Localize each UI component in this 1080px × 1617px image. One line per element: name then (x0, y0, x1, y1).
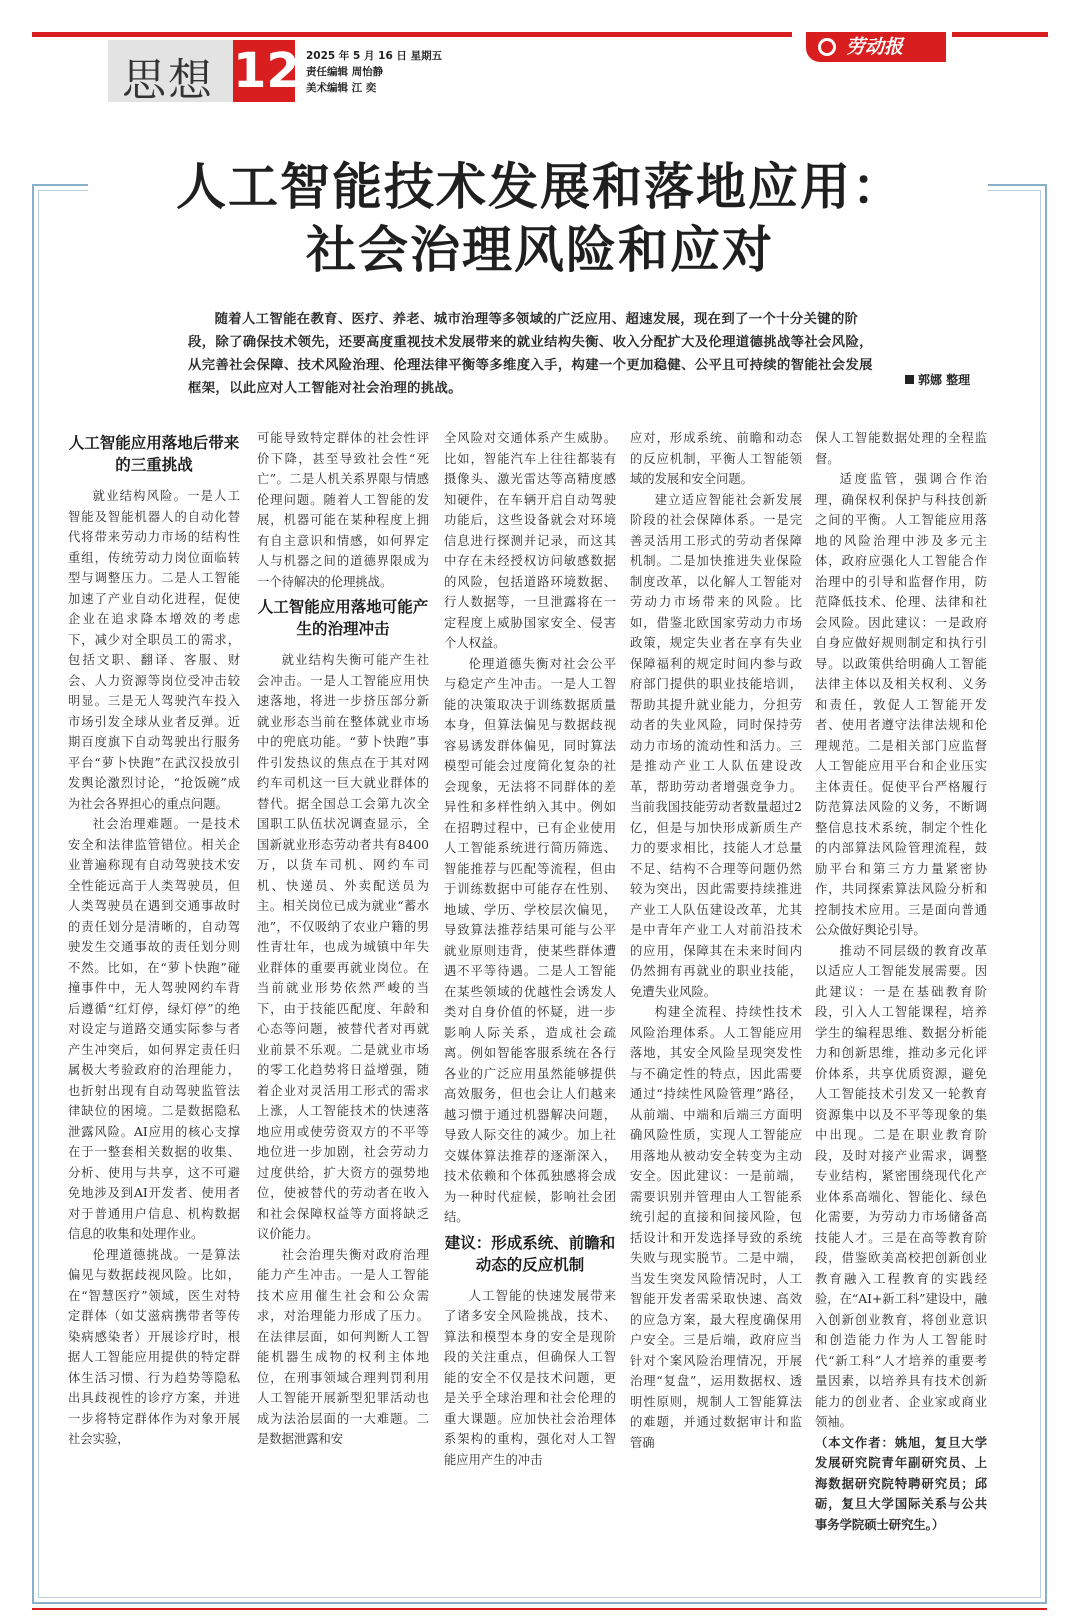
paragraph: 就业结构风险。一是人工智能及智能机器人的自动化替代将带来劳动力市场的结构性重组，传统劳动力岗位面临转型与调整压力。二是人工智能加速了产业自动化进程，促使企业在追求降本增效的考虑下，减少对全职员工的需求，包括文职、翻译、客服、财会、人力资源等岗位受冲击较明显。三是无人驾驶汽车投入市场引发全球从业者反弹。近期百度旗下自动驾驶出行服务平台“萝卜快跑”在武汉投放引发舆论激烈讨论，“抢饭碗”成为社会各界担心的重点问题。 (68, 489, 240, 811)
article-column-5 (815, 428, 987, 1535)
article-column-1 (68, 428, 240, 1450)
page-number: 12 (233, 40, 295, 102)
subheading: 建议：形成系统、前瞻和动态的反应机制 (444, 1233, 616, 1274)
masthead-rule-right (952, 32, 1048, 37)
section-title: 思想 (122, 55, 214, 106)
paragraph: 建立适应智能社会新发展阶段的社会保障体系。一是完善灵活用工形式的劳动者保障机制。二是加快推进失业保险制度改革，以化解人工智能对劳动力市场带来的风险。比如，借鉴北欧国家劳动力市场政策，规定失业者在享有失业保障福利的规定时间内参与政府部门提供的职业技能培训，帮助其提升就业能力，分担劳动者的失业风险，同时保持劳动力市场的流动性和活力。三是推动产业工人队伍建设改革，帮助劳动者增强竞争力。当前我国技能劳动者数量超过2亿，但是与加快形成新质生产力的要求相比，技能人才总量不足、结构不合理等问题仍然较为突出，因此需要持续推进产业工人队伍建设改革，尤其是中青年产业工人对前沿技术的应用，保障其在未来时间内仍然拥有再就业的职业技能，免遭失业风险。 (630, 492, 802, 999)
subheading: 人工智能应用落地后带来的三重挑战 (68, 434, 240, 474)
article-column-3 (444, 428, 616, 1470)
headline-line-1: 人工智能技术发展和落地应用： (176, 158, 904, 216)
paragraph: 适度监管，强调合作治理，确保权利保护与科技创新之间的平衡。人工智能应用落地的风险治理中涉及多元主体，政府应强化人工智能合作治理中的引导和监督作用，防范降低技术、伦理、法律和社会风险。因此建议：一是政府自身应做好规则制定和执行引导。以政策供给明确人工智能法律主体以及相关权利、义务和责任，敦促人工智能开发者、使用者遵守法律法规和伦理规范。二是相关部门应监督人工智能应用平台和企业压实主体责任。促使平台严格履行防范算法风险的义务，不断调整信息技术系统，制定个性化的内部算法风险管理流程，鼓励平台和第三方力量紧密协作，共同探索算法风险分析和控制技术应用。三是面向普通公众做好舆论引导。 (815, 472, 987, 937)
paragraph: 推动不同层级的教育改革以适应人工智能发展需要。因此建议：一是在基础教育阶段，引入人工智能课程，培养学生的编程思维、数据分析能力和创新思维，推动多元化评价体系，共享优质资源，避免人工智能技术引发又一轮教育资源集中以及不平等现象的集中出现。二是在职业教育阶段，及时对接产业需求，调整专业结构，紧密围绕现代化产业体系高端化、智能化、绿色化需要，为劳动力市场储备高技能人才。三是在高等教育阶段，借鉴欧美高校把创新创业教育融入工程教育的实践经验，在“AI+新工科”建设中，融入创新创业教育，将创业意识和创造能力作为人工智能时代“新工科”人才培养的重要考量因素，以培养具有技术创新能力的创业者、企业家或商业领袖。 (815, 943, 987, 1429)
paragraph: 伦理道德挑战。一是算法偏见与数据歧视风险。比如，在“智慧医疗”领域，医生对特定群体（如艾滋病携带者等传染病感染者）开展诊疗时，根据人工智能应用提供的特定群体生活习惯、行为趋势等隐私出具歧视性的诊疗方案，并进一步将特定群体作为对象开展社会实验， (68, 1247, 240, 1446)
paragraph: 伦理道德失衡对社会公平与稳定产生冲击。一是人工智能的决策取决于训练数据质量本身，但算法偏见与数据歧视容易诱发群体偏见，同时算法模型可能会过度简化复杂的社会现象，无法将不同群体的差异性和多样性纳入其中。例如在招聘过程中，已有企业使用人工智能系统进行简历筛选、智能推荐与匹配等流程，但由于训练数据中可能存在性别、地域、学历、学校层次偏见，导致算法推荐结果可能与公平就业原则违背，使某些群体遭遇不平等待遇。二是人工智能在某些领域的优越性会诱发人类对自身价值的怀疑，进一步影响人际关系，造成社会疏离。例如智能客服系统在各行各业的广泛应用虽然能够提供高效服务，但也会让人们越来越习惯于通过机器解决问题，导致人际交往的减少。加上社交媒体算法推荐的逐渐深入，技术依赖和个体孤独感将会成为一种时代症候，影响社会团结。 (444, 656, 616, 1224)
compiler-credit (905, 371, 970, 388)
publish-date: 2025 年 5 月 16 日 星期五 (306, 50, 443, 62)
paragraph: （本文作者：姚旭，复旦大学发展研究院青年副研究员、上海数据研究院特聘研究员；邱砺，复旦大学国际关系与公共事务学院硕士研究生。） (815, 1434, 987, 1532)
responsible-editor: 责任编辑 周怡静 (306, 66, 384, 78)
paragraph: 可能导致特定群体的社会性评价下降，甚至导致社会性“死亡”。二是人机关系界限与情感伦理问题。随着人工智能的发展，机器可能在某种程度上拥有自主意识和情感，如何界定人与机器之间的道德界限成为一个待解决的伦理挑战。 (257, 431, 429, 589)
headline-line-2: 社会治理风险和应对 (306, 221, 774, 279)
paragraph: 保人工智能数据处理的全程监督。 (815, 431, 987, 466)
subheading: 人工智能应用落地可能产生的治理冲击 (257, 598, 429, 638)
paragraph: 全风险对交通体系产生威胁。比如，智能汽车上往往都装有摄像头、激光雷达等高精度感知硬件，在车辆开启自动驾驶功能后，这些设备就会对环境信息进行探测并记录，而这其中存在未经授权访问敏感数据的风险，包括道路环境数据、行人数据等，一旦泄露将在一定程度上威胁国家安全、侵害个人权益。 (444, 431, 616, 650)
paragraph: 社会治理难题。一是技术安全和法律监管错位。相关企业普遍称现有自动驾驶技术安全性能远高于人类驾驶员，但人类驾驶员在遇到交通事故时的责任划分是清晰的，自动驾驶发生交通事故的责任划分则不然。比如，在“萝卜快跑”碰撞事件中，无人驾驶网约车背后遵循“红灯停，绿灯停”的绝对设定与道路交通实际参与者产生冲突后，如何界定责任归属极大考验政府的治理能力，也折射出现有自动驾驶监管法律缺位的困境。二是数据隐私泄露风险。AI应用的核心支撑在于一整套相关数据的收集、分析、使用与共享，这不可避免地涉及到AI开发者、使用者对于普通用户信息、机构数据信息的收集和处理作业。 (68, 817, 240, 1241)
paragraph: 构建全流程、持续性技术风险治理体系。人工智能应用落地，其安全风险呈现突发性与不确定性的特点，因此需要通过“持续性风险管理”路径，从前端、中端和后端三方面明确风险性质，实现人工智能应用落地从被动安全转变为主动安全。因此建议：一是前端，需要识别并管理由人工智能系统引起的直接和间接风险，包括设计和开发选择导致的系统失败与现实脱节。二是中端，当发生突发风险情况时，人工智能开发者需采取快速、高效的应急方案，最大程度确保用户安全。三是后端，政府应当针对个案风险治理情况，开展治理“复盘”，运用数据权、透明性原则，规制人工智能算法的难题，并通过数据审计和监管确 (630, 1005, 802, 1450)
compiler-name: 郭娜 整理 (918, 373, 971, 387)
paragraph: 应对，形成系统、前瞻和动态的反应机制，平衡人工智能领域的发展和安全问题。 (630, 431, 802, 486)
paragraph: 社会治理失衡对政府治理能力产生冲击。一是人工智能技术应用催生社会和公众需求，对治理能力形成了压力。在法律层面，如何判断人工智能机器生成物的权利主体地位，在刑事领域合理判罚利用人工智能开展新型犯罪活动也成为法治层面的一大难题。二是数据泄露和安 (257, 1247, 429, 1446)
article-column-2 (257, 428, 429, 1450)
article-lead: 随着人工智能在教育、医疗、养老、城市治理等多领域的广泛应用、超速发展，现在到了一个十分关键的阶段，除了确保技术领先，还要高度重视技术发展带来的就业结构失衡、收入分配扩大及伦理道德挑战等社会风险，从完善社会保障、技术风险治理、伦理法律平衡等多维度入手，构建一个更加稳健、公平且可持续的智能社会发展框架，以此应对人工智能对社会治理的挑战。 (188, 312, 873, 396)
art-editor: 美术编辑 江 奕 (306, 82, 377, 94)
newspaper-logo (806, 32, 946, 62)
paragraph: 就业结构失衡可能产生社会冲击。一是人工智能应用快速落地，将进一步挤压部分新就业形态当前在整体就业市场中的兜底功能。“萝卜快跑”事件引发热议的焦点在于其对网约车司机这一巨大就业群体的替代。据全国总工会第九次全国职工队伍状况调查显示，全国新就业形态劳动者共有8400万，以货车司机、网约车司机、快递员、外卖配送员为主。相关岗位已成为就业“蓄水池”，不仅吸纳了农业户籍的男性青壮年，也成为城镇中年失业群体的重要再就业岗位。在当前就业形势依然严峻的当下，由于技能匹配度、年龄和心态等问题，被替代者对再就业前景不乐观。二是就业市场的零工化趋势将日益增强，随着企业对灵活用工形式的需求上涨，人工智能技术的快速落地应用或使劳资双方的不平等地位进一步加剧，社会劳动力过度供给，扩大资方的强势地位，使被替代的劳动者在收入和社会保障权益等方面将缺乏议价能力。 (257, 653, 429, 1241)
masthead-rule (32, 32, 792, 37)
logo-icon (818, 38, 836, 56)
square-bullet-icon (905, 375, 914, 384)
page-bottom-rule (32, 1608, 1047, 1610)
newspaper-name: 劳动报 (846, 36, 904, 58)
article-column-4 (630, 428, 802, 1453)
paragraph: 人工智能的快速发展带来了诸多安全风险挑战，技术、算法和模型本身的安全是现阶段的关注重点，但确保人工智能的安全不仅是技术问题，更是关乎全球治理和社会伦理的重大课题。应加快社会治理体系架构的重构，强化对人工智能应用产生的冲击 (444, 1288, 616, 1467)
